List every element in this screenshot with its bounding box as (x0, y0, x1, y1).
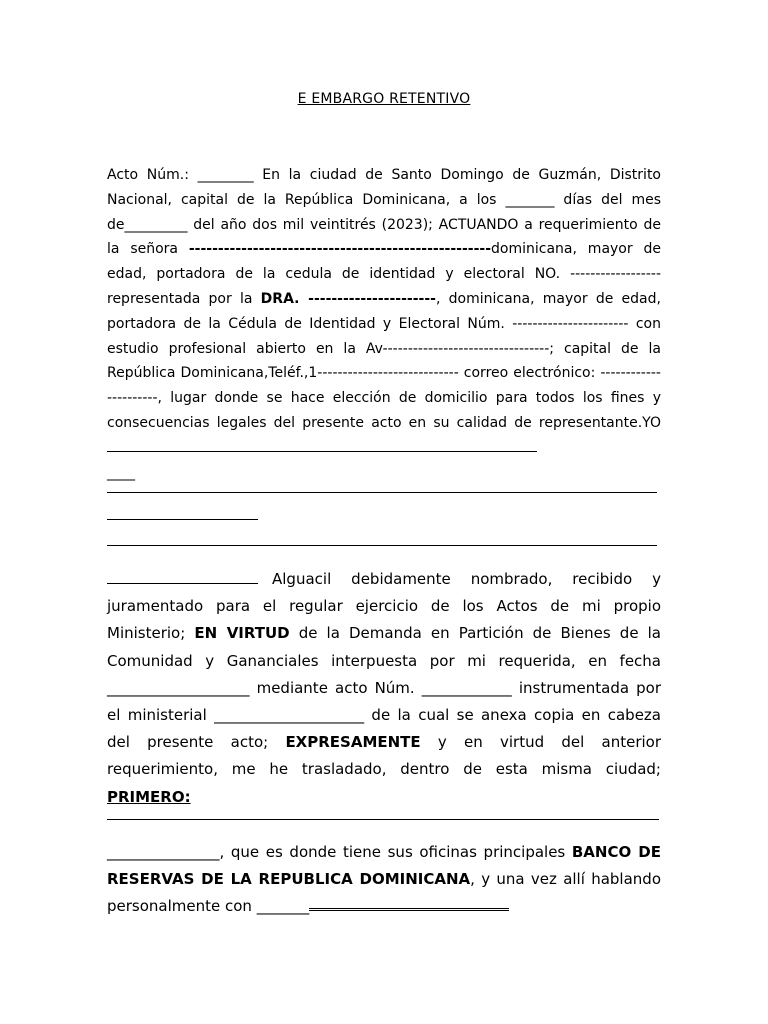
text-segment: _______ (256, 897, 310, 916)
paragraph-alguacil (107, 566, 661, 811)
bold-segment: ---------------------------------------------------- (188, 241, 492, 258)
bold-segment: BANCO DE RESERVAS DE LA REPUBLICA DOMINICANA (107, 843, 661, 889)
bold-segment: EXPRESAMENTE (285, 733, 421, 752)
paragraph-banco (107, 839, 661, 921)
fill-blank-line (107, 568, 258, 584)
text-segment: Alguacil debidamente nombrado, recibido y juramentado para el regular ejercicio de los Actos de mi propio Ministerio; (107, 570, 661, 643)
fill-blank-line (107, 545, 657, 546)
bold-segment: DRA. ---------------------- (260, 290, 436, 307)
fill-blank-line (107, 492, 657, 493)
text-segment: , y una vez allí hablando personalmente con (107, 870, 661, 916)
fill-blank-line (107, 819, 659, 820)
text-segment: ____ (107, 464, 135, 481)
text-segment: dominicana, mayor de edad, portadora de la cedula de identidad y electoral NO. ------------------ representada por la (107, 241, 661, 307)
fill-blank-line (107, 519, 258, 520)
bold-underlined-heading: PRIMERO: (107, 787, 191, 806)
text-segment: y en virtud del anterior requerimiento, me he trasladado, dentro de esta misma ciudad; (107, 733, 661, 779)
document-title: E EMBARGO RETENTIVO (297, 91, 471, 107)
text-segment: Acto Núm.: ________ En la ciudad de Santo Domingo de Guzmán, Distrito Nacional, capital de la República Dominicana, a los _______ días del mes de_________ del año dos mil veintitrés (2023); ACTUANDO a requerimiento de la señora (107, 167, 661, 258)
text-segment: , dominicana, mayor de edad, portadora de la Cédula de Identidad y Electoral Núm. ----------------------- con estudio profesional abierto en la Av---------------------------------; capital de la República Dominicana,Teléf.,1---------------------------- correo electrónico: ----------------------, lugar donde se hace elección de domicilio para todos los fines y consecuencias legales del presente acto en su calidad de representante.YO (107, 290, 661, 431)
paragraph-intro (107, 163, 661, 485)
fill-blank-line (107, 437, 537, 452)
text-segment: de la Demanda en Partición de Bienes de la Comunidad y Gananciales interpuesta por mi requerida, en fecha ___________________ mediante acto Núm. ____________ instrumentada por el ministerial ____________________ de la cual se anexa copia en cabeza del presente acto; (107, 624, 662, 752)
text-segment: _______________, que es donde tiene sus oficinas principales (107, 843, 572, 861)
fill-blank-line (309, 893, 509, 911)
bold-segment: EN VIRTUD (194, 624, 290, 643)
